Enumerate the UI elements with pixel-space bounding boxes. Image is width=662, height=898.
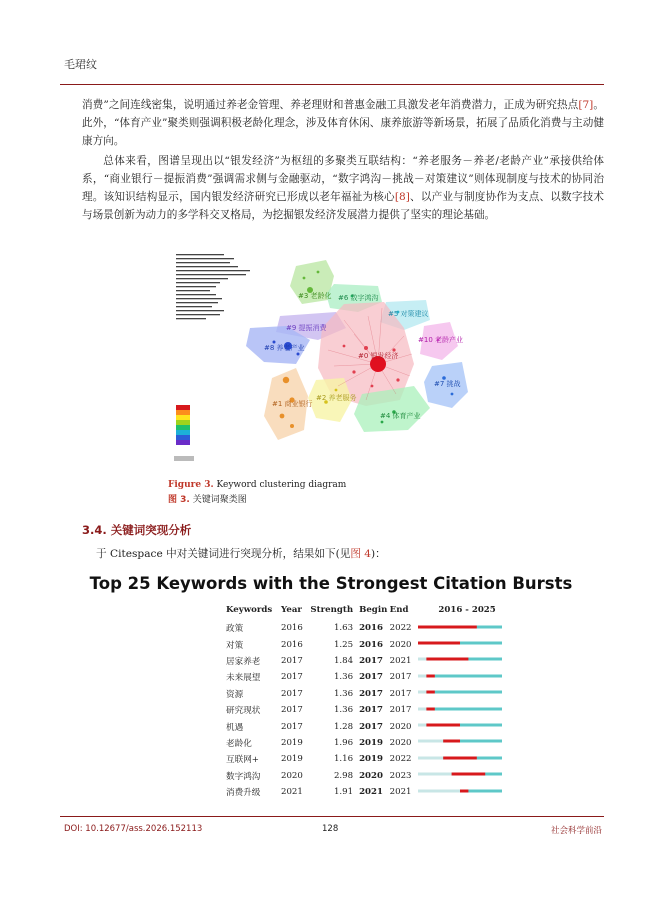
burst-timeline-pre	[418, 707, 426, 710]
burst-end: 2021	[389, 787, 412, 798]
burst-row	[226, 735, 516, 751]
burst-begin: 2017	[359, 721, 383, 732]
burst-end: 2020	[389, 737, 412, 748]
burst-segment	[427, 658, 469, 661]
burst-segment	[452, 773, 486, 776]
burst-row	[226, 751, 516, 767]
keyword-cluster-diagram	[168, 250, 470, 476]
burst-segment	[418, 625, 477, 628]
citation-link-8[interactable]: [8]	[394, 191, 410, 203]
burst-end: 2023	[389, 770, 412, 781]
burst-timeline	[418, 639, 502, 647]
cluster-label-2: #2 养老服务	[316, 394, 357, 402]
burst-row	[226, 718, 516, 734]
burst-timeline-pre	[418, 756, 443, 759]
burst-year: 2019	[281, 737, 303, 748]
burst-begin: 2016	[359, 623, 383, 634]
burst-timeline-pre	[418, 773, 452, 776]
burst-end: 2017	[389, 688, 412, 699]
bursts-header-row	[226, 603, 516, 620]
burst-year: 2017	[281, 672, 303, 683]
header-divider	[60, 84, 604, 85]
figure-3-text-en: Keyword clustering diagram	[213, 480, 347, 490]
col-strength: Strength	[310, 604, 354, 615]
page-number: 128	[322, 824, 339, 834]
burst-row	[226, 768, 516, 784]
burst-year: 2017	[281, 688, 303, 699]
burst-timeline	[418, 737, 502, 745]
burst-keyword: 资源	[226, 689, 244, 700]
burst-keyword: 对策	[226, 640, 244, 651]
burst-row	[226, 686, 516, 702]
burst-year: 2017	[281, 655, 303, 666]
burst-timeline-cell	[418, 702, 516, 718]
col-timeline: 2016 - 2025	[438, 604, 496, 615]
burst-strength: 1.36	[333, 688, 354, 699]
burst-timeline-cell	[418, 620, 516, 636]
cluster-label-7: #7 挑战	[434, 380, 461, 388]
burst-end: 2022	[389, 623, 412, 634]
burst-timeline-cell	[418, 686, 516, 702]
burst-timeline	[418, 787, 502, 795]
burst-timeline-pre	[418, 740, 443, 743]
burst-timeline	[418, 770, 502, 778]
burst-row	[226, 784, 516, 800]
burst-end: 2017	[389, 672, 412, 683]
burst-strength: 1.16	[333, 754, 354, 765]
burst-timeline	[418, 721, 502, 729]
burst-timeline	[418, 672, 502, 680]
cluster-label-1: #1 商业银行	[272, 400, 313, 408]
p2-text-b: 、以产业与制度协作为支点、以数字技术与场景创新为动力的多学科交叉格局，为挖掘银发经济发展潜力提供了坚实的理论基础。	[82, 191, 605, 221]
burst-segment	[418, 642, 460, 645]
burst-timeline-base	[427, 674, 503, 677]
burst-begin: 2020	[359, 770, 383, 781]
cluster-label-10: #10 老龄产业	[418, 336, 463, 344]
cluster-label-6: #6 数字鸿沟	[338, 294, 379, 302]
cluster-label-0: #0 银发经济	[358, 352, 399, 360]
burst-segment	[427, 724, 461, 727]
figure-3-text-zh: 关键词聚类图	[189, 495, 247, 505]
burst-year: 2020	[281, 770, 303, 781]
running-header-author: 毛珺纹	[64, 58, 97, 71]
burst-timeline-cell	[418, 669, 516, 685]
burst-year: 2021	[281, 787, 303, 798]
burst-keyword: 老龄化	[226, 738, 252, 749]
burst-row	[226, 653, 516, 669]
bursts-body	[226, 620, 516, 800]
burst-segment	[427, 674, 435, 677]
burst-row	[226, 669, 516, 685]
p1-text-b: 。此外，“体育产业”聚类则强调积极老龄化理念，涉及体育休闲、康养旅游等新场景，拓展了品质化消费与主动健康方向。	[82, 99, 604, 147]
p2-text-a: 总体来看，图谱呈现出以“银发经济”为枢纽的多聚类互联结构：“养老服务－养老/老龄产业”承接供给体系，“商业银行－提振消费”强调需求侧与金融驱动，“数字鸿沟－挑战－对策建议”则体现制度与技术的协同治理。该知识结构显示，国内银发经济研究已形成以老年福祉为核心	[82, 155, 604, 203]
figure-3-label-en: Figure 3.	[168, 480, 214, 490]
section-intro	[96, 546, 386, 561]
burst-timeline-cell	[418, 768, 516, 784]
burst-timeline-pre	[418, 674, 426, 677]
cluster-label-8: #8 养老产业	[264, 344, 305, 352]
burst-keyword: 居家养老	[226, 656, 261, 667]
cluster-label-5: #5 对策建议	[388, 310, 429, 318]
burst-begin: 2019	[359, 737, 383, 748]
burst-segment	[427, 691, 435, 694]
burst-end: 2017	[389, 705, 412, 716]
burst-strength: 1.96	[333, 737, 354, 748]
section-heading: 3.4. 关键词突现分析	[82, 523, 192, 537]
col-end: End	[389, 604, 409, 615]
burst-begin: 2019	[359, 754, 383, 765]
burst-end: 2022	[389, 754, 412, 765]
burst-timeline-cell	[418, 718, 516, 734]
burst-keyword: 未来展望	[226, 673, 261, 684]
burst-timeline-pre	[418, 724, 426, 727]
burst-timeline	[418, 688, 502, 696]
cluster-label-4: #4 体育产业	[380, 412, 421, 420]
burst-end: 2021	[389, 655, 412, 666]
burst-timeline	[418, 623, 502, 631]
intro-text-a: 于 Citespace 中对关键词进行突现分析，结果如下(见	[96, 548, 351, 560]
citation-link-7[interactable]: [7]	[578, 99, 594, 111]
figure-4-link[interactable]: 图 4	[350, 548, 372, 560]
burst-keyword: 数字鸿沟	[226, 771, 261, 782]
burst-year: 2019	[281, 754, 303, 765]
burst-strength: 1.25	[333, 639, 354, 650]
burst-year: 2016	[281, 623, 303, 634]
burst-timeline	[418, 655, 502, 663]
burst-segment	[443, 756, 477, 759]
intro-text-b: )：	[371, 548, 386, 560]
burst-end: 2020	[389, 721, 412, 732]
burst-begin: 2021	[359, 787, 383, 798]
burst-keyword: 政策	[226, 624, 244, 635]
burst-timeline-cell	[418, 784, 516, 800]
burst-timeline-base	[427, 707, 503, 710]
col-keywords: Keywords	[226, 604, 273, 615]
burst-timeline	[418, 705, 502, 713]
footer-divider	[60, 816, 604, 817]
burst-row	[226, 702, 516, 718]
burst-row	[226, 620, 516, 636]
burst-timeline	[418, 754, 502, 762]
burst-strength: 1.84	[333, 655, 354, 666]
burst-timeline-base	[427, 691, 503, 694]
burst-timeline-pre	[418, 789, 460, 792]
burst-end: 2020	[389, 639, 412, 650]
bursts-title: Top 25 Keywords with the Strongest Citation Bursts	[89, 574, 573, 593]
burst-strength: 1.63	[333, 623, 354, 634]
paragraph-1	[82, 96, 604, 150]
burst-begin: 2017	[359, 672, 383, 683]
figure-3-caption-zh	[168, 492, 247, 505]
figure-3-label-zh: 图 3.	[168, 495, 190, 505]
burst-year: 2016	[281, 639, 303, 650]
burst-keyword: 研究现状	[226, 706, 261, 717]
burst-timeline-cell	[418, 751, 516, 767]
p1-text-a: 消费”之间连线密集，说明通过养老金管理、养老理财和普惠金融工具激发老年消费潜力，正成为研究热点	[82, 99, 579, 111]
cluster-label-9: #9 提振消费	[286, 324, 327, 332]
figure-3-caption-en	[168, 480, 346, 490]
burst-begin: 2017	[359, 655, 383, 666]
burst-segment	[443, 740, 460, 743]
burst-timeline-cell	[418, 735, 516, 751]
burst-begin: 2017	[359, 688, 383, 699]
burst-strength: 1.28	[333, 721, 354, 732]
burst-keyword: 消费升级	[226, 788, 261, 799]
col-begin: Begin	[359, 604, 388, 615]
burst-year: 2017	[281, 721, 303, 732]
citation-bursts-table	[226, 603, 516, 800]
burst-timeline-pre	[418, 658, 426, 661]
burst-timeline-cell	[418, 636, 516, 652]
burst-begin: 2017	[359, 705, 383, 716]
burst-strength: 2.98	[333, 770, 354, 781]
burst-strength: 1.91	[333, 787, 354, 798]
col-year: Year	[281, 604, 302, 615]
cluster-label-3: #3 老龄化	[298, 292, 332, 300]
burst-timeline-pre	[418, 691, 426, 694]
burst-segment	[460, 789, 468, 792]
burst-strength: 1.36	[333, 705, 354, 716]
footer-doi[interactable]: DOI: 10.12677/ass.2026.152113	[64, 824, 203, 834]
burst-begin: 2016	[359, 639, 383, 650]
footer-journal-name: 社会科学前沿	[550, 826, 602, 836]
burst-year: 2017	[281, 705, 303, 716]
burst-keyword: 机遇	[226, 722, 244, 733]
burst-strength: 1.36	[333, 672, 354, 683]
burst-timeline-cell	[418, 653, 516, 669]
burst-segment	[427, 707, 435, 710]
paragraph-2	[82, 152, 604, 224]
burst-row	[226, 636, 516, 652]
burst-keyword: 互联网+	[226, 755, 259, 766]
